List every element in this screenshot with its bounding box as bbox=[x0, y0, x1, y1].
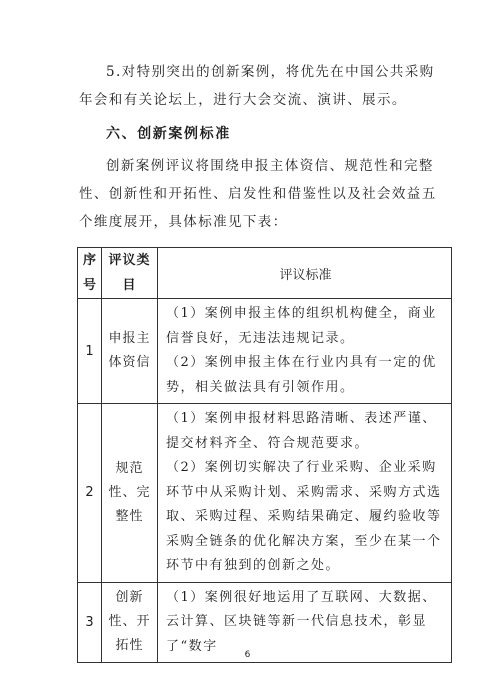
page-number: 6 bbox=[244, 650, 251, 660]
row-category: 申报主体资信 bbox=[102, 299, 158, 404]
standard-item: （1）案例很好地运用了互联网、大数据、云计算、区块链等新一代信息技术，彰显了“数字 bbox=[166, 589, 437, 654]
row-number: 3 bbox=[78, 582, 102, 663]
table-row bbox=[78, 404, 452, 583]
standard-item: （1）案例申报主体的组织机构健全，商业信誉良好，无违法违规记录。 bbox=[166, 306, 437, 346]
section-heading: 六、创新案例标准 bbox=[106, 126, 231, 142]
standard-item: （2）案例申报主体在行业内具有一定的优势，相关做法具有引领作用。 bbox=[166, 355, 437, 395]
header-standard: 评议标准 bbox=[158, 248, 452, 299]
row-category: 创新性、开拓性 bbox=[102, 582, 158, 663]
row-standard bbox=[158, 404, 452, 583]
criteria-table bbox=[77, 247, 452, 663]
header-category: 评议类目 bbox=[102, 248, 158, 299]
standard-item: （2）案例切实解决了行业采购、企业采购环节中从采购计划、采购需求、采购方式选取、采购过程、采购结果确定、履约验收等采购全链条的优化解决方案，至少在某一个环节中有独到的创新之处。 bbox=[166, 460, 442, 573]
table-row bbox=[78, 299, 452, 404]
row-category: 规范性、完整性 bbox=[102, 404, 158, 583]
table-header-row bbox=[78, 248, 452, 299]
standard-item: （1）案例申报材料思路清晰、表述严谨、提交材料齐全、符合规范要求。 bbox=[166, 411, 437, 451]
intro-paragraph: 创新案例评议将围绕申报主体资信、规范性和完整性、创新性和开拓性、启发性和借鉴性以及社会效益五个维度展开，具体标准见下表： bbox=[79, 158, 437, 230]
row-number: 2 bbox=[78, 404, 102, 583]
row-standard bbox=[158, 299, 452, 404]
header-no: 序号 bbox=[78, 248, 102, 299]
row-number: 1 bbox=[78, 299, 102, 404]
paragraph-5: 5.对特别突出的创新案例，将优先在中国公共采购年会和有关论坛上，进行大会交流、演讲、展示。 bbox=[79, 64, 435, 108]
